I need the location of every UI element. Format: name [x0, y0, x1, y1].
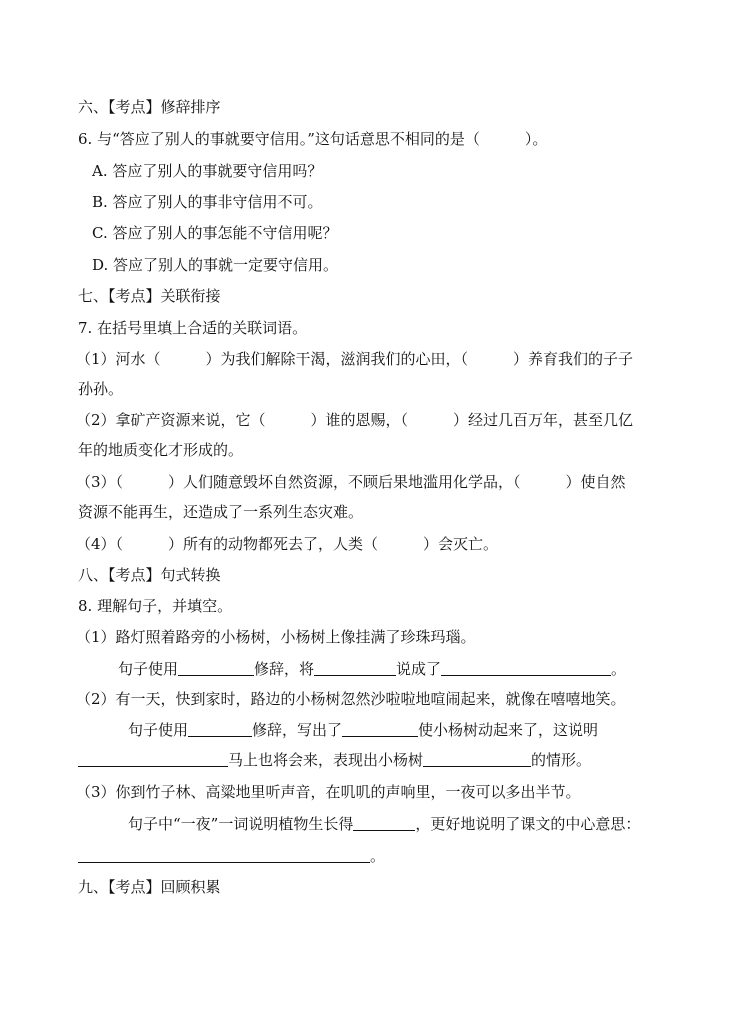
question-8-item-2-fill-1 [128, 720, 598, 740]
fill-text: 的情形。 [531, 751, 592, 769]
question-6-stem: 6. 与“答应了别人的事就要守信用。”这句话意思不相同的是（ ）。 [78, 130, 548, 148]
section-7-title: 七、【考点】关联衔接 [78, 287, 221, 305]
question-7-item-2-line-1: （2）拿矿产资源来说，它（ ）谁的恩赐，（ ）经过几百万年，甚至几亿 [76, 411, 634, 429]
fill-text: 。 [611, 660, 627, 678]
answer-blank[interactable] [353, 815, 415, 831]
question-7-stem: 7. 在括号里填上合适的关联词语。 [78, 319, 308, 337]
fill-text: ，更好地说明了课文的中心意思： [415, 815, 641, 833]
question-6-option-c: C. 答应了别人的事怎能不守信用呢？ [92, 224, 338, 242]
answer-blank[interactable] [441, 660, 611, 676]
fill-text: 句子使用 [118, 660, 179, 678]
question-6-option-b: B. 答应了别人的事非守信用不可。 [92, 193, 323, 211]
answer-blank[interactable] [188, 721, 252, 737]
question-7-item-4: （4）（ ）所有的动物都死去了，人类（ ）会灭亡。 [76, 535, 499, 553]
section-6-title: 六、【考点】修辞排序 [78, 98, 221, 116]
fill-text: 句子中“一夜”一词说明植物生长得 [128, 815, 354, 833]
question-8-item-3-fill-2 [78, 846, 385, 866]
question-7-item-2-line-2: 年的地质变化才形成的。 [78, 441, 244, 459]
question-8-item-3: （3）你到竹子林、高粱地里听声音，在叽叽的声响里，一夜可以多出半节。 [76, 783, 581, 801]
section-9-title: 九、【考点】回顾积累 [78, 878, 221, 896]
question-8-item-2: （2）有一天，快到家时，路边的小杨树忽然沙啦啦地喧闹起来，就像在嘻嘻地笑。 [76, 690, 626, 708]
question-8-item-3-fill-1 [128, 814, 640, 834]
answer-blank[interactable] [178, 660, 254, 676]
answer-blank[interactable] [314, 660, 396, 676]
answer-blank[interactable] [78, 751, 228, 767]
fill-text: 说成了 [396, 660, 442, 678]
fill-text: 修辞，将 [254, 660, 315, 678]
answer-blank[interactable] [342, 721, 418, 737]
section-8-title: 八、【考点】句式转换 [78, 566, 221, 584]
fill-text: 修辞，写出了 [252, 721, 343, 739]
question-6-option-a: A. 答应了别人的事就要守信用吗？ [92, 162, 323, 180]
answer-blank[interactable] [78, 847, 370, 863]
fill-text: 使小杨树动起来了，这说明 [418, 721, 599, 739]
question-7-item-3-line-2: 资源不能再生，还造成了一系列生态灾难。 [78, 503, 364, 521]
question-8-item-1: （1）路灯照着路旁的小杨树，小杨树上像挂满了珍珠玛瑙。 [76, 628, 476, 646]
question-6-option-d: D. 答应了别人的事就一定要守信用。 [92, 256, 339, 274]
question-7-item-1-line-1: （1）河水（ ）为我们解除干渴，滋润我们的心田，（ ）养育我们的子子 [76, 350, 634, 368]
fill-text: 。 [370, 847, 386, 865]
question-8-stem: 8. 理解句子，并填空。 [78, 597, 233, 615]
answer-blank[interactable] [423, 751, 531, 767]
question-8-item-1-fill [118, 659, 626, 679]
question-7-item-3-line-1: （3）（ ）人们随意毁坏自然资源，不顾后果地滥用化学品，（ ）使自然 [76, 473, 626, 491]
fill-text: 马上也将会来，表现出小杨树 [228, 751, 424, 769]
fill-text: 句子使用 [128, 721, 189, 739]
question-7-item-1-line-2: 孙孙。 [78, 380, 124, 398]
question-8-item-2-fill-2 [78, 750, 591, 770]
